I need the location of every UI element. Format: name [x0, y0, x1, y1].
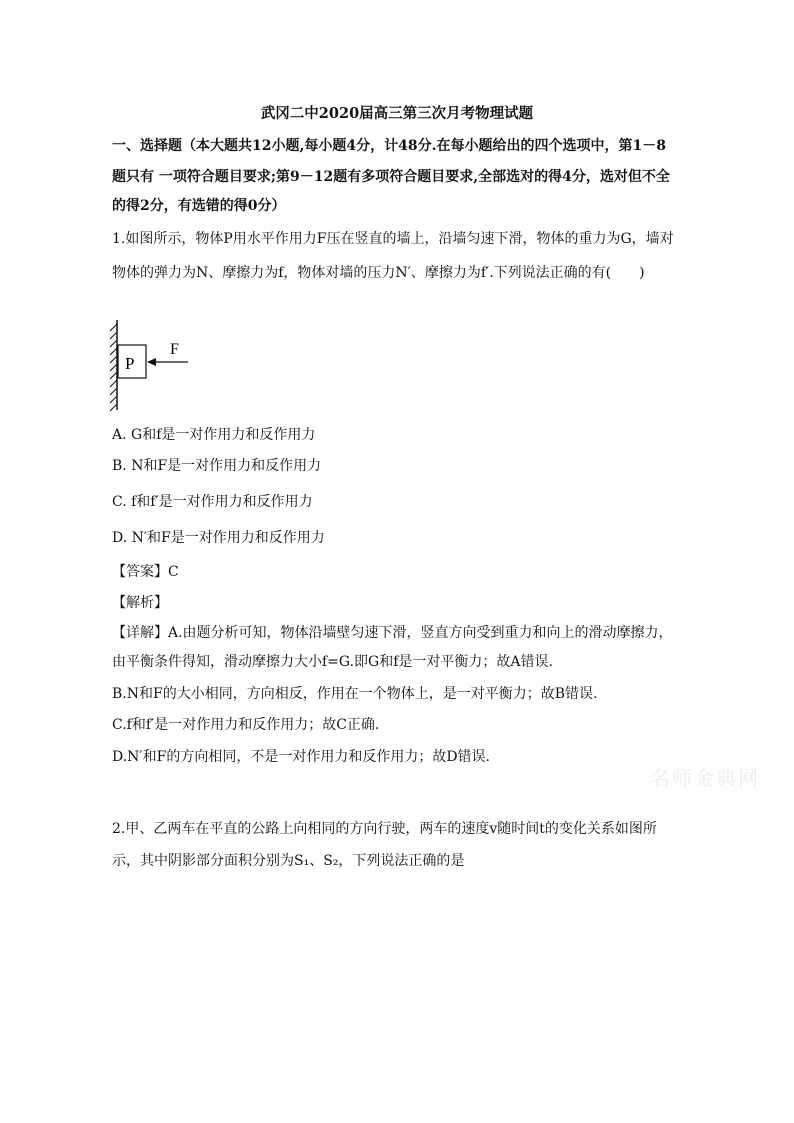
section-line: 一、选择题（本大题共12小题,每小题4分，计48分.在每小题给出的四个选项中，第1－8 [112, 138, 666, 154]
question-stem: 示，其中阴影部分面积分别为S₁、S₂，下列说法正确的是 [112, 853, 465, 869]
analysis-line: 由平衡条件得知，滑动摩擦力大小f=G.即G和f是一对平衡力；故A错误. [112, 654, 553, 670]
question-stem: 2.甲、乙两车在平直的公路上向相同的方向行驶，两车的速度v随时间t的变化关系如图所 [112, 821, 657, 837]
option-b: B. N和F是一对作用力和反作用力 [112, 458, 322, 474]
analysis-line: 【详解】A.由题分析可知，物体沿墙壁匀速下滑，竖直方向受到重力和向上的滑动摩擦力， [112, 625, 673, 641]
wall-block-force-diagram [108, 320, 198, 412]
question-stem: 物体的弹力为N、摩擦力为f，物体对墙的压力N′、摩擦力为f′.下列说法正确的有( ) [112, 265, 645, 281]
option-d: D. N′和F是一对作用力和反作用力 [112, 530, 325, 546]
force-arrowhead [147, 358, 156, 366]
option-c: C. f和f′是一对作用力和反作用力 [112, 494, 313, 510]
watermark: 名师金典网 [650, 766, 760, 790]
analysis-line: C.f和f′是一对作用力和反作用力；故C正确. [112, 717, 380, 733]
block-p-label: P [125, 354, 135, 373]
analysis-header: 【解析】 [112, 595, 168, 611]
page-title: 武冈二中2020届高三第三次月考物理试题 [260, 105, 534, 122]
force-label: F [170, 341, 179, 358]
wall-hatching [110, 324, 117, 411]
question-stem: 1.如图所示，物体P用水平作用力F压在竖直的墙上，沿墙匀速下滑，物体的重力为G，墙对 [112, 231, 674, 247]
analysis-line: B.N和F的大小相同，方向相反，作用在一个物体上，是一对平衡力；故B错误. [112, 686, 598, 702]
section-line: 的得2分，有选错的得0分） [112, 198, 286, 214]
option-a: A. G和f是一对作用力和反作用力 [112, 427, 316, 443]
section-line: 题只有 一项符合题目要求;第9－12题有多项符合题目要求,全部选对的得4分，选对但不全 [112, 169, 670, 185]
analysis-line: D.N′和F的方向相同，不是一对作用力和反作用力；故D错误. [112, 749, 490, 765]
answer: 【答案】C [112, 564, 179, 580]
